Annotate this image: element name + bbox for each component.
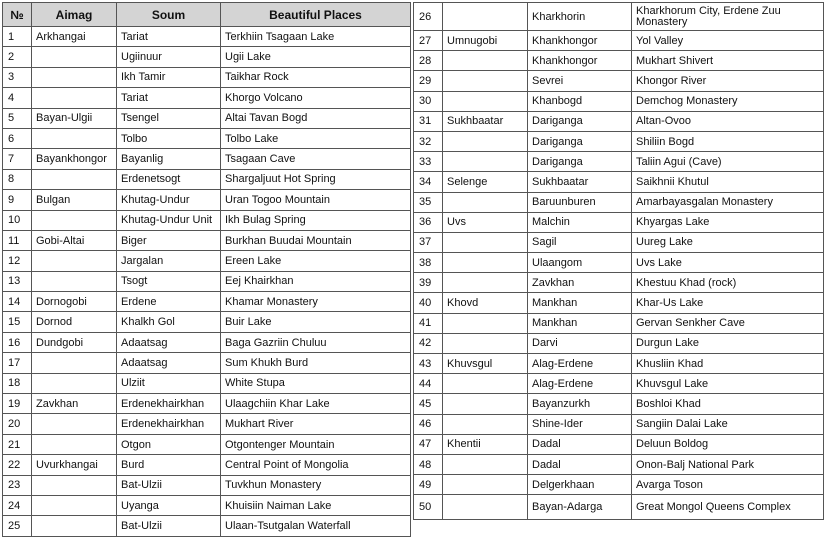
table-row	[3, 353, 411, 373]
table-row	[414, 192, 824, 212]
cell-soum: Bayan-Adarga	[528, 495, 632, 520]
table-row	[3, 292, 411, 312]
cell-number: 48	[414, 454, 443, 474]
cell-beautiful-place: Tsagaan Cave	[221, 149, 411, 169]
cell-number: 38	[414, 253, 443, 273]
table-row	[414, 394, 824, 414]
cell-number: 11	[3, 230, 32, 250]
cell-aimag	[443, 273, 528, 293]
cell-beautiful-place: Shargaljuut Hot Spring	[221, 169, 411, 189]
cell-aimag	[32, 516, 117, 536]
cell-beautiful-place: Eej Khairkhan	[221, 271, 411, 291]
cell-soum: Khutag-Undur Unit	[117, 210, 221, 230]
table-row	[414, 293, 824, 313]
cell-beautiful-place: Ulaan-Tsutgalan Waterfall	[221, 516, 411, 536]
cell-aimag: Khuvsgul	[443, 354, 528, 374]
cell-aimag	[443, 71, 528, 91]
cell-number: 32	[414, 131, 443, 151]
cell-soum: Ulziit	[117, 373, 221, 393]
cell-number: 18	[3, 373, 32, 393]
cell-soum: Zavkhan	[528, 273, 632, 293]
places-table-left	[2, 2, 411, 537]
cell-beautiful-place: Yol Valley	[632, 31, 824, 51]
cell-aimag	[443, 192, 528, 212]
cell-aimag	[443, 232, 528, 252]
cell-soum: Bayanzurkh	[528, 394, 632, 414]
cell-beautiful-place: Tuvkhun Monastery	[221, 475, 411, 495]
cell-soum: Biger	[117, 230, 221, 250]
cell-beautiful-place: Great Mongol Queens Complex	[632, 495, 824, 520]
cell-number: 3	[3, 67, 32, 87]
cell-beautiful-place: Khyargas Lake	[632, 212, 824, 232]
header-number: №	[3, 3, 32, 27]
cell-aimag: Dornogobi	[32, 292, 117, 312]
cell-number: 19	[3, 394, 32, 414]
cell-aimag	[443, 131, 528, 151]
cell-soum: Khankhongor	[528, 51, 632, 71]
cell-aimag: Khovd	[443, 293, 528, 313]
table-row	[414, 273, 824, 293]
cell-number: 5	[3, 108, 32, 128]
header-aimag: Aimag	[32, 3, 117, 27]
cell-aimag: Zavkhan	[32, 394, 117, 414]
cell-soum: Adaatsag	[117, 353, 221, 373]
cell-beautiful-place: Ikh Bulag Spring	[221, 210, 411, 230]
cell-beautiful-place: Mukhart River	[221, 414, 411, 434]
cell-soum: Dariganga	[528, 152, 632, 172]
cell-aimag	[443, 51, 528, 71]
cell-number: 10	[3, 210, 32, 230]
cell-soum: Jargalan	[117, 251, 221, 271]
table-row	[414, 414, 824, 434]
cell-soum: Ikh Tamir	[117, 67, 221, 87]
cell-soum: Bat-Ulzii	[117, 516, 221, 536]
table-row	[414, 3, 824, 31]
table-row	[414, 374, 824, 394]
cell-beautiful-place: Shiliin Bogd	[632, 131, 824, 151]
header-row	[3, 3, 411, 27]
cell-number: 27	[414, 31, 443, 51]
cell-soum: Baruunburen	[528, 192, 632, 212]
table-row	[414, 454, 824, 474]
cell-aimag	[32, 353, 117, 373]
table-row	[3, 475, 411, 495]
cell-beautiful-place: Altai Tavan Bogd	[221, 108, 411, 128]
table-row	[414, 232, 824, 252]
header-soum: Soum	[117, 3, 221, 27]
cell-number: 20	[3, 414, 32, 434]
cell-aimag	[443, 495, 528, 520]
cell-beautiful-place: Khamar Monastery	[221, 292, 411, 312]
cell-soum: Bayanlig	[117, 149, 221, 169]
cell-beautiful-place: Uvs Lake	[632, 253, 824, 273]
cell-beautiful-place: Terkhiin Tsagaan Lake	[221, 27, 411, 47]
cell-aimag: Sukhbaatar	[443, 111, 528, 131]
cell-number: 39	[414, 273, 443, 293]
cell-number: 15	[3, 312, 32, 332]
cell-aimag: Selenge	[443, 172, 528, 192]
table-row	[414, 152, 824, 172]
cell-number: 16	[3, 332, 32, 352]
table-row	[414, 71, 824, 91]
cell-number: 24	[3, 495, 32, 515]
cell-number: 23	[3, 475, 32, 495]
cell-aimag	[32, 47, 117, 67]
table-row	[414, 434, 824, 454]
cell-beautiful-place: Saikhnii Khutul	[632, 172, 824, 192]
cell-aimag	[32, 88, 117, 108]
cell-soum: Erdenekhairkhan	[117, 414, 221, 434]
cell-number: 13	[3, 271, 32, 291]
table-row	[3, 516, 411, 536]
cell-number: 43	[414, 354, 443, 374]
cell-beautiful-place: Khar-Us Lake	[632, 293, 824, 313]
cell-aimag: Arkhangai	[32, 27, 117, 47]
cell-number: 36	[414, 212, 443, 232]
cell-aimag	[443, 91, 528, 111]
table-row	[3, 251, 411, 271]
table-row	[414, 31, 824, 51]
cell-aimag	[32, 414, 117, 434]
cell-aimag	[32, 373, 117, 393]
cell-soum: Dariganga	[528, 131, 632, 151]
table-row	[414, 212, 824, 232]
cell-beautiful-place: Khestuu Khad (rock)	[632, 273, 824, 293]
cell-beautiful-place: Onon-Balj National Park	[632, 454, 824, 474]
cell-number: 25	[3, 516, 32, 536]
table-row	[414, 131, 824, 151]
cell-soum: Khanbogd	[528, 91, 632, 111]
cell-aimag	[32, 271, 117, 291]
places-table-right	[413, 2, 824, 520]
cell-soum: Alag-Erdene	[528, 374, 632, 394]
cell-aimag	[443, 374, 528, 394]
cell-number: 6	[3, 128, 32, 148]
table-row	[3, 190, 411, 210]
cell-soum: Tsengel	[117, 108, 221, 128]
cell-number: 7	[3, 149, 32, 169]
cell-aimag	[32, 495, 117, 515]
table-row	[3, 455, 411, 475]
cell-number: 17	[3, 353, 32, 373]
cell-beautiful-place: Tolbo Lake	[221, 128, 411, 148]
table-row	[414, 91, 824, 111]
cell-aimag	[443, 3, 528, 31]
cell-beautiful-place: Deluun Boldog	[632, 434, 824, 454]
cell-number: 26	[414, 3, 443, 31]
cell-number: 37	[414, 232, 443, 252]
cell-number: 28	[414, 51, 443, 71]
cell-aimag: Uvurkhangai	[32, 455, 117, 475]
table-row	[3, 434, 411, 454]
cell-number: 9	[3, 190, 32, 210]
cell-beautiful-place: Demchog Monastery	[632, 91, 824, 111]
cell-number: 30	[414, 91, 443, 111]
cell-number: 47	[414, 434, 443, 454]
cell-beautiful-place: Ulaagchiin Khar Lake	[221, 394, 411, 414]
table-row	[3, 394, 411, 414]
table-row	[414, 172, 824, 192]
table-row	[3, 373, 411, 393]
cell-soum: Tariat	[117, 27, 221, 47]
table-row	[3, 230, 411, 250]
cell-beautiful-place: Amarbayasgalan Monastery	[632, 192, 824, 212]
cell-number: 49	[414, 475, 443, 495]
cell-number: 41	[414, 313, 443, 333]
cell-beautiful-place: Baga Gazriin Chuluu	[221, 332, 411, 352]
cell-beautiful-place: Khuvsgul Lake	[632, 374, 824, 394]
cell-soum: Khutag-Undur	[117, 190, 221, 210]
cell-soum: Erdenekhairkhan	[117, 394, 221, 414]
cell-soum: Mankhan	[528, 313, 632, 333]
table-row	[3, 149, 411, 169]
cell-aimag: Bayan-Ulgii	[32, 108, 117, 128]
table-row	[414, 495, 824, 520]
cell-soum: Khankhongor	[528, 31, 632, 51]
cell-soum: Burd	[117, 455, 221, 475]
cell-number: 22	[3, 455, 32, 475]
cell-number: 33	[414, 152, 443, 172]
cell-soum: Malchin	[528, 212, 632, 232]
cell-aimag	[443, 475, 528, 495]
cell-number: 45	[414, 394, 443, 414]
cell-aimag	[32, 210, 117, 230]
cell-aimag	[443, 152, 528, 172]
cell-soum: Erdenetsogt	[117, 169, 221, 189]
cell-aimag	[32, 128, 117, 148]
table-row	[3, 271, 411, 291]
table-row	[414, 253, 824, 273]
cell-soum: Sagil	[528, 232, 632, 252]
cell-soum: Tolbo	[117, 128, 221, 148]
cell-number: 2	[3, 47, 32, 67]
table-row	[3, 169, 411, 189]
cell-aimag	[32, 67, 117, 87]
table-row	[414, 313, 824, 333]
cell-soum: Ugiinuur	[117, 47, 221, 67]
cell-soum: Erdene	[117, 292, 221, 312]
cell-beautiful-place: Uran Togoo Mountain	[221, 190, 411, 210]
cell-number: 40	[414, 293, 443, 313]
cell-aimag: Dundgobi	[32, 332, 117, 352]
cell-beautiful-place: Burkhan Buudai Mountain	[221, 230, 411, 250]
cell-soum: Adaatsag	[117, 332, 221, 352]
cell-aimag: Bulgan	[32, 190, 117, 210]
cell-number: 29	[414, 71, 443, 91]
cell-beautiful-place: Altan-Ovoo	[632, 111, 824, 131]
cell-beautiful-place: Gervan Senkher Cave	[632, 313, 824, 333]
table-row	[3, 495, 411, 515]
cell-soum: Bat-Ulzii	[117, 475, 221, 495]
cell-aimag	[443, 313, 528, 333]
cell-aimag: Bayankhongor	[32, 149, 117, 169]
table-row	[414, 51, 824, 71]
cell-number: 1	[3, 27, 32, 47]
table-row	[414, 475, 824, 495]
table-row	[3, 27, 411, 47]
cell-soum: Uyanga	[117, 495, 221, 515]
cell-soum: Sevrei	[528, 71, 632, 91]
cell-beautiful-place: Sangiin Dalai Lake	[632, 414, 824, 434]
cell-soum: Delgerkhaan	[528, 475, 632, 495]
cell-aimag	[32, 434, 117, 454]
table-row	[414, 333, 824, 353]
cell-aimag: Uvs	[443, 212, 528, 232]
table-row	[3, 47, 411, 67]
cell-number: 31	[414, 111, 443, 131]
cell-beautiful-place: Central Point of Mongolia	[221, 455, 411, 475]
cell-beautiful-place: Taliin Agui (Cave)	[632, 152, 824, 172]
cell-aimag	[443, 333, 528, 353]
cell-soum: Shine-Ider	[528, 414, 632, 434]
cell-soum: Tariat	[117, 88, 221, 108]
cell-beautiful-place: Avarga Toson	[632, 475, 824, 495]
cell-soum: Dadal	[528, 434, 632, 454]
cell-beautiful-place: White Stupa	[221, 373, 411, 393]
cell-soum: Kharkhorin	[528, 3, 632, 31]
cell-soum: Alag-Erdene	[528, 354, 632, 374]
cell-aimag	[32, 251, 117, 271]
cell-soum: Ulaangom	[528, 253, 632, 273]
cell-soum: Sukhbaatar	[528, 172, 632, 192]
cell-beautiful-place: Buir Lake	[221, 312, 411, 332]
cell-aimag: Gobi-Altai	[32, 230, 117, 250]
cell-soum: Otgon	[117, 434, 221, 454]
cell-soum: Tsogt	[117, 271, 221, 291]
cell-beautiful-place: Khorgo Volcano	[221, 88, 411, 108]
cell-number: 12	[3, 251, 32, 271]
cell-aimag	[443, 454, 528, 474]
cell-beautiful-place: Ugii Lake	[221, 47, 411, 67]
cell-beautiful-place: Ereen Lake	[221, 251, 411, 271]
cell-beautiful-place: Otgontenger Mountain	[221, 434, 411, 454]
cell-number: 8	[3, 169, 32, 189]
cell-soum: Mankhan	[528, 293, 632, 313]
cell-beautiful-place: Khuisiin Naiman Lake	[221, 495, 411, 515]
cell-number: 46	[414, 414, 443, 434]
cell-beautiful-place: Taikhar Rock	[221, 67, 411, 87]
cell-soum: Khalkh Gol	[117, 312, 221, 332]
cell-soum: Darvi	[528, 333, 632, 353]
cell-number: 4	[3, 88, 32, 108]
cell-number: 42	[414, 333, 443, 353]
cell-beautiful-place: Durgun Lake	[632, 333, 824, 353]
cell-aimag: Umnugobi	[443, 31, 528, 51]
table-row	[3, 312, 411, 332]
table-row	[3, 67, 411, 87]
cell-number: 34	[414, 172, 443, 192]
cell-number: 50	[414, 495, 443, 520]
cell-beautiful-place: Uureg Lake	[632, 232, 824, 252]
table-row	[414, 111, 824, 131]
cell-beautiful-place: Khongor River	[632, 71, 824, 91]
cell-soum: Dariganga	[528, 111, 632, 131]
cell-beautiful-place: Boshloi Khad	[632, 394, 824, 414]
cell-aimag	[443, 414, 528, 434]
header-beautiful-places: Beautiful Places	[221, 3, 411, 27]
cell-aimag	[32, 475, 117, 495]
cell-beautiful-place: Sum Khukh Burd	[221, 353, 411, 373]
table-row	[3, 414, 411, 434]
table-row	[414, 354, 824, 374]
cell-aimag	[32, 169, 117, 189]
table-row	[3, 332, 411, 352]
table-row	[3, 210, 411, 230]
table-row	[3, 88, 411, 108]
cell-aimag	[443, 253, 528, 273]
table-row	[3, 128, 411, 148]
cell-beautiful-place: Kharkhorum City, Erdene Zuu Monastery	[632, 3, 824, 31]
cell-aimag	[443, 394, 528, 414]
cell-number: 44	[414, 374, 443, 394]
cell-aimag: Khentii	[443, 434, 528, 454]
cell-beautiful-place: Khusliin Khad	[632, 354, 824, 374]
cell-soum: Dadal	[528, 454, 632, 474]
cell-aimag: Dornod	[32, 312, 117, 332]
table-row	[3, 108, 411, 128]
cell-number: 14	[3, 292, 32, 312]
cell-number: 21	[3, 434, 32, 454]
cell-beautiful-place: Mukhart Shivert	[632, 51, 824, 71]
cell-number: 35	[414, 192, 443, 212]
